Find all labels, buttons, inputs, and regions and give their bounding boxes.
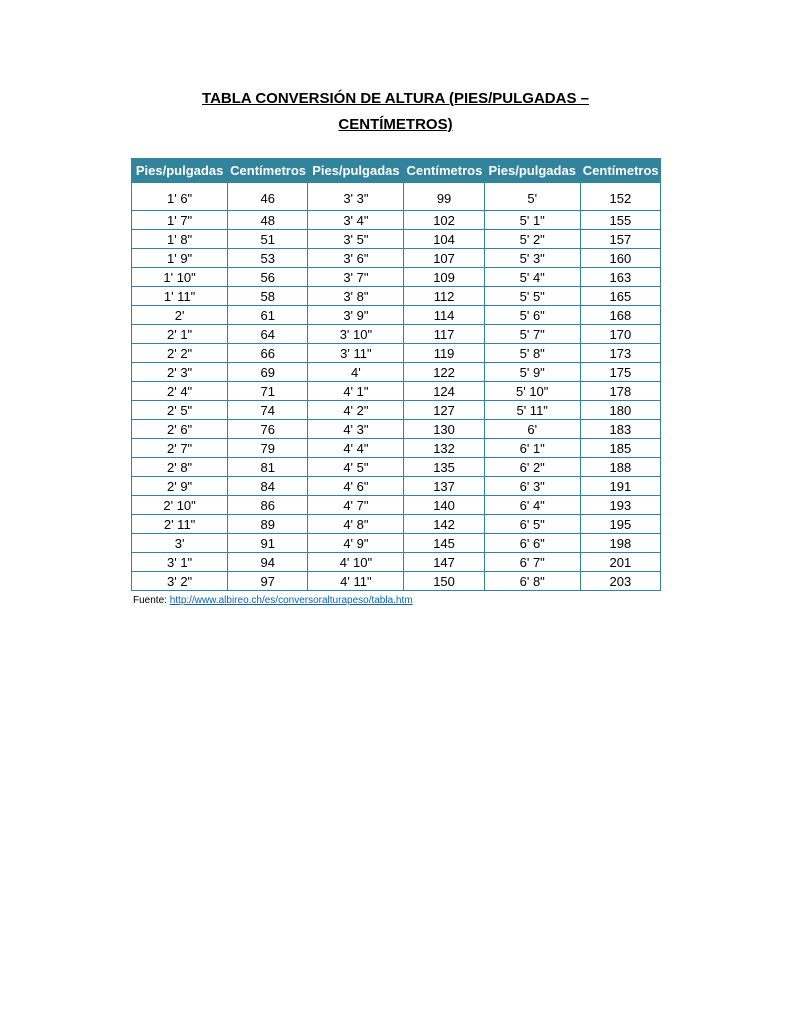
table-cell: 4' 7" [308,496,404,515]
table-cell: 183 [580,420,660,439]
page-title [0,0,791,138]
table-cell: 6' 3" [484,477,580,496]
table-row [132,363,661,382]
table-cell: 150 [404,572,484,591]
table-cell: 1' 8" [132,230,228,249]
table-row [132,572,661,591]
table-cell: 3' 2" [132,572,228,591]
table-cell: 3' 4" [308,211,404,230]
table-cell: 5' 3" [484,249,580,268]
table-row [132,306,661,325]
table-cell: 6' 6" [484,534,580,553]
table-cell: 180 [580,401,660,420]
source-link[interactable]: http://www.albireo.ch/es/conversoralturapeso/tabla.htm [169,595,413,606]
table-cell: 5' 9" [484,363,580,382]
column-header: Centímetros [404,159,484,183]
table-cell: 3' 11" [308,344,404,363]
table-cell: 1' 7" [132,211,228,230]
table-cell: 203 [580,572,660,591]
table-cell: 51 [228,230,308,249]
conversion-table-head [132,159,661,183]
table-cell: 124 [404,382,484,401]
table-cell: 3' 3" [308,183,404,211]
table-cell: 6' 1" [484,439,580,458]
table-cell: 173 [580,344,660,363]
table-cell: 195 [580,515,660,534]
table-cell: 6' 2" [484,458,580,477]
table-cell: 193 [580,496,660,515]
table-cell: 1' 10" [132,268,228,287]
table-cell: 127 [404,401,484,420]
table-cell: 4' 4" [308,439,404,458]
table-header-row [132,159,661,183]
table-cell: 76 [228,420,308,439]
table-row [132,420,661,439]
table-cell: 4' 5" [308,458,404,477]
table-cell: 3' 9" [308,306,404,325]
table-cell: 140 [404,496,484,515]
table-cell: 6' 7" [484,553,580,572]
table-cell: 145 [404,534,484,553]
table-cell: 142 [404,515,484,534]
table-cell: 4' 2" [308,401,404,420]
table-cell: 132 [404,439,484,458]
table-cell: 185 [580,439,660,458]
table-cell: 4' 1" [308,382,404,401]
table-row [132,382,661,401]
table-cell: 56 [228,268,308,287]
table-row [132,249,661,268]
title-line-1: TABLA CONVERSIÓN DE ALTURA (PIES/PULGADAS – [202,90,589,107]
table-cell: 81 [228,458,308,477]
title-line-2: CENTÍMETROS) [338,116,453,133]
table-cell: 4' 6" [308,477,404,496]
table-cell: 170 [580,325,660,344]
table-row [132,477,661,496]
table-cell: 46 [228,183,308,211]
table-row [132,183,661,211]
table-cell: 198 [580,534,660,553]
table-cell: 1' 9" [132,249,228,268]
table-row [132,268,661,287]
table-cell: 5' 4" [484,268,580,287]
table-row [132,325,661,344]
table-cell: 5' 11" [484,401,580,420]
table-row [132,401,661,420]
table-cell: 3' 7" [308,268,404,287]
table-row [132,344,661,363]
table-cell: 74 [228,401,308,420]
table-cell: 2' 4" [132,382,228,401]
table-cell: 107 [404,249,484,268]
table-cell: 2' 5" [132,401,228,420]
table-row [132,230,661,249]
table-cell: 5' 5" [484,287,580,306]
column-header: Centímetros [580,159,660,183]
column-header: Centímetros [228,159,308,183]
table-cell: 2' 2" [132,344,228,363]
table-cell: 84 [228,477,308,496]
table-cell: 4' [308,363,404,382]
table-row [132,553,661,572]
table-cell: 112 [404,287,484,306]
table-cell: 79 [228,439,308,458]
table-row [132,287,661,306]
table-cell: 2' 6" [132,420,228,439]
table-cell: 6' 8" [484,572,580,591]
table-cell: 157 [580,230,660,249]
table-cell: 137 [404,477,484,496]
conversion-table [131,158,661,591]
table-cell: 3' 1" [132,553,228,572]
table-cell: 3' 8" [308,287,404,306]
table-cell: 5' 8" [484,344,580,363]
table-cell: 5' 6" [484,306,580,325]
table-cell: 5' [484,183,580,211]
conversion-table-body [132,183,661,591]
table-cell: 4' 10" [308,553,404,572]
table-cell: 163 [580,268,660,287]
source-label: Fuente: [133,595,170,606]
table-cell: 2' 8" [132,458,228,477]
table-cell: 58 [228,287,308,306]
table-cell: 201 [580,553,660,572]
table-cell: 2' 7" [132,439,228,458]
table-cell: 104 [404,230,484,249]
table-row [132,534,661,553]
table-cell: 4' 9" [308,534,404,553]
table-cell: 69 [228,363,308,382]
table-cell: 53 [228,249,308,268]
table-cell: 97 [228,572,308,591]
table-cell: 5' 7" [484,325,580,344]
table-cell: 2' [132,306,228,325]
table-row [132,211,661,230]
table-cell: 89 [228,515,308,534]
table-row [132,515,661,534]
source-line [133,595,791,606]
table-cell: 117 [404,325,484,344]
table-cell: 6' 4" [484,496,580,515]
table-cell: 114 [404,306,484,325]
table-cell: 152 [580,183,660,211]
table-cell: 6' [484,420,580,439]
table-row [132,439,661,458]
table-row [132,458,661,477]
table-cell: 130 [404,420,484,439]
table-cell: 86 [228,496,308,515]
table-cell: 165 [580,287,660,306]
table-cell: 160 [580,249,660,268]
table-cell: 3' 6" [308,249,404,268]
table-cell: 5' 2" [484,230,580,249]
table-row [132,496,661,515]
table-cell: 188 [580,458,660,477]
table-cell: 147 [404,553,484,572]
table-cell: 175 [580,363,660,382]
table-cell: 2' 10" [132,496,228,515]
table-cell: 64 [228,325,308,344]
table-cell: 168 [580,306,660,325]
table-cell: 2' 1" [132,325,228,344]
table-cell: 94 [228,553,308,572]
table-cell: 122 [404,363,484,382]
table-cell: 3' 10" [308,325,404,344]
table-cell: 191 [580,477,660,496]
table-cell: 66 [228,344,308,363]
table-cell: 4' 8" [308,515,404,534]
table-cell: 178 [580,382,660,401]
conversion-table-container [131,158,661,591]
table-cell: 2' 9" [132,477,228,496]
table-cell: 48 [228,211,308,230]
table-cell: 3' [132,534,228,553]
table-cell: 5' 1" [484,211,580,230]
table-cell: 91 [228,534,308,553]
table-cell: 6' 5" [484,515,580,534]
table-cell: 102 [404,211,484,230]
table-cell: 2' 11" [132,515,228,534]
table-cell: 4' 11" [308,572,404,591]
table-cell: 3' 5" [308,230,404,249]
table-cell: 99 [404,183,484,211]
column-header: Pies/pulgadas [484,159,580,183]
table-cell: 155 [580,211,660,230]
column-header: Pies/pulgadas [132,159,228,183]
table-cell: 1' 6" [132,183,228,211]
table-cell: 1' 11" [132,287,228,306]
table-cell: 4' 3" [308,420,404,439]
table-cell: 119 [404,344,484,363]
table-cell: 5' 10" [484,382,580,401]
column-header: Pies/pulgadas [308,159,404,183]
table-cell: 61 [228,306,308,325]
table-cell: 135 [404,458,484,477]
table-cell: 71 [228,382,308,401]
table-cell: 109 [404,268,484,287]
table-cell: 2' 3" [132,363,228,382]
